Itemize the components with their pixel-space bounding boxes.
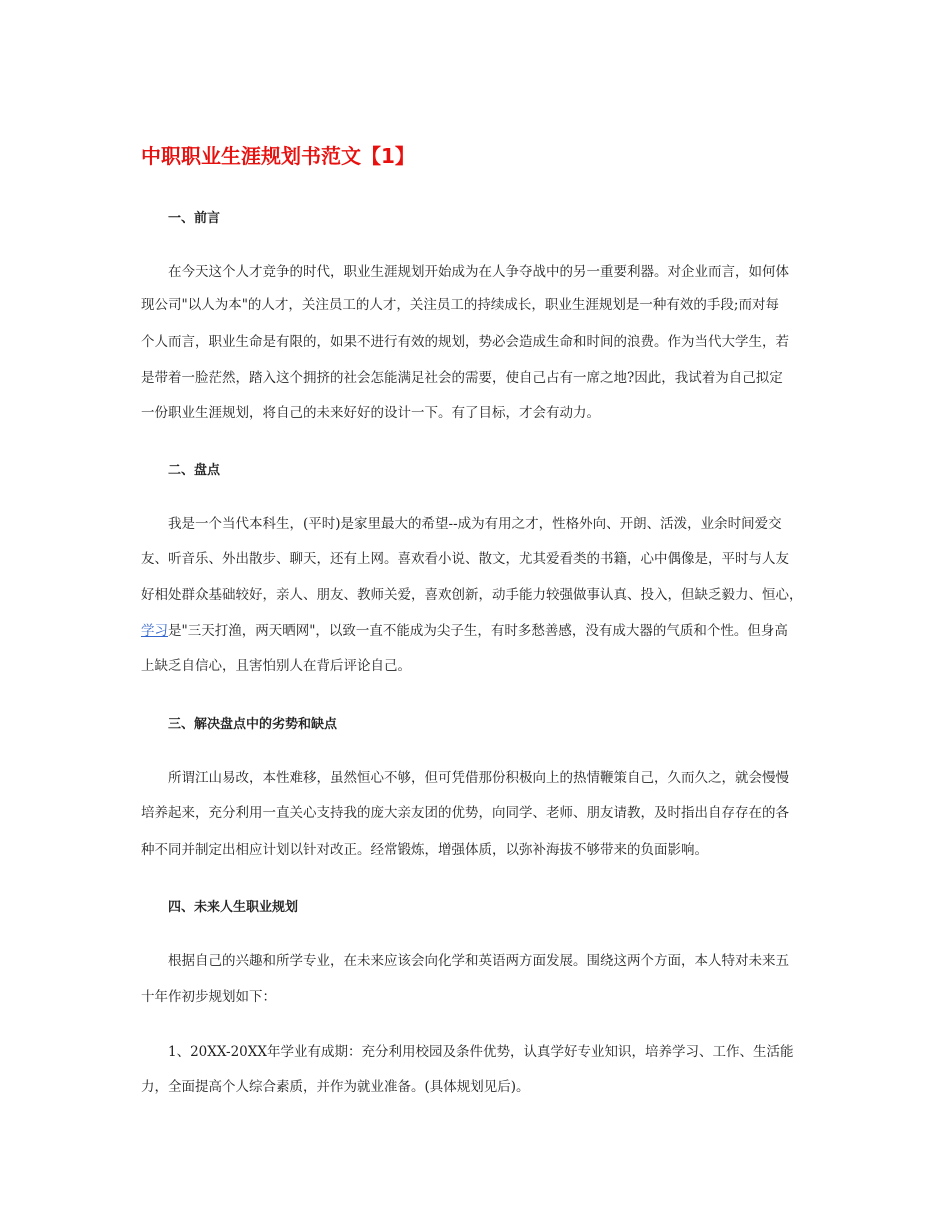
- paragraph-line: 力，全面提高个人综合素质，并作为就业准备。(具体规划见后)。: [141, 1079, 530, 1095]
- paragraph-line: 1、20XX-20XX年学业有成期：充分利用校园及条件优势，认真学好专业知识，培养学习、工作、生活能: [168, 1044, 794, 1060]
- paragraph-line: 我是一个当代本科生，(平时)是家里最大的希望--成为有用之才，性格外向、开朗、活泼，业余时间爱交: [168, 516, 782, 532]
- paragraph-line: 友、听音乐、外出散步、聊天，还有上网。喜欢看小说、散文，尤其爱看类的书籍，心中偶像是，平时与人友: [141, 551, 789, 567]
- paragraph-line-rest: 是"三天打渔，两天晒网"，以致一直不能成为尖子生，有时多愁善感，没有成大器的气质和个性。但身高: [168, 623, 788, 639]
- paragraph-line: 现公司"以人为本"的人才，关注员工的人才，关注员工的持续成长，职业生涯规划是一种有效的手段;而对每: [141, 297, 779, 313]
- section-heading-career-plan: 四、未来人生职业规划: [168, 900, 299, 915]
- paragraph-line: 培养起来，充分利用一直关心支持我的庞大亲友团的优势，向同学、老师、朋友请教，及时指出自存存在的各: [141, 805, 789, 821]
- paragraph-line: 根据自己的兴趣和所学专业，在未来应该会向化学和英语两方面发展。围绕这两个方面，本人特对未来五: [168, 953, 789, 969]
- paragraph-line: 十年作初步规划如下：: [141, 989, 276, 1005]
- paragraph-line: 所谓江山易改，本性难移，虽然恒心不够，但可凭借那份积极向上的热情鞭策自己，久而久之，就会慢慢: [168, 770, 789, 786]
- section-heading-solutions: 三、解决盘点中的劣势和缺点: [168, 717, 338, 732]
- study-link[interactable]: 学习: [141, 623, 168, 639]
- paragraph-line: 种不同并制定出相应计划以针对改正。经常锻炼，增强体质，以弥补海拔不够带来的负面影响。: [141, 842, 708, 858]
- paragraph-line: 在今天这个人才竞争的时代，职业生涯规划开始成为在人争夺战中的另一重要利器。对企业而言，如何体: [168, 264, 789, 280]
- paragraph-line-with-link: [141, 621, 788, 641]
- paragraph-line: 上缺乏自信心，且害怕别人在背后评论自己。: [141, 658, 411, 674]
- paragraph-line: 个人而言，职业生命是有限的，如果不进行有效的规划，势必会造成生命和时间的浪费。作为当代大学生，若: [141, 334, 789, 350]
- paragraph-line: 是带着一脸茫然，踏入这个拥挤的社会怎能满足社会的需要，使自己占有一席之地?因此，我试着为自己拟定: [141, 370, 783, 386]
- document-title: 中职职业生涯规划书范文【1】: [141, 144, 415, 168]
- section-heading-inventory: 二、盘点: [168, 463, 221, 478]
- section-heading-preface: 一、前言: [168, 211, 221, 226]
- paragraph-line: 一份职业生涯规划，将自己的未来好好的设计一下。有了目标，才会有动力。: [141, 405, 600, 421]
- paragraph-line: 好相处群众基础较好，亲人、朋友、教师关爱，喜欢创新，动手能力较强做事认真、投入，但缺乏毅力、恒心，: [141, 587, 803, 603]
